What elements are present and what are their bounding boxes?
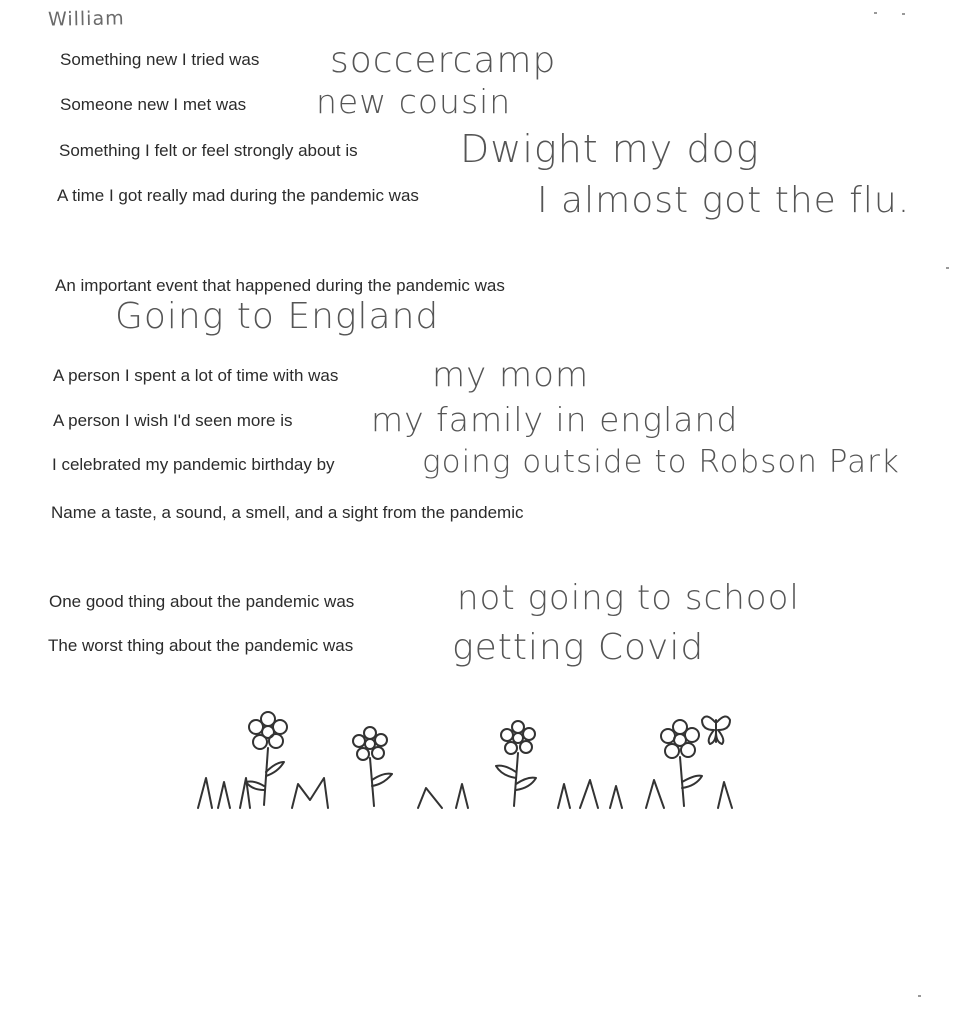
scan-speck — [946, 267, 949, 269]
prompt-important-event: An important event that happened during the pandemic was — [55, 276, 505, 295]
flower-icon — [353, 727, 392, 806]
flower-icon — [246, 712, 287, 805]
scan-speck — [874, 12, 877, 14]
answer-spent-time: my mom — [432, 355, 590, 395]
prompt-worst-thing: The worst thing about the pandemic was — [48, 636, 354, 655]
prompt-birthday: I celebrated my pandemic birthday by — [52, 455, 335, 474]
answer-new-met: new cousin — [316, 82, 512, 121]
prompt-wish-seen: A person I wish I'd seen more is — [53, 411, 293, 430]
student-name: William — [47, 7, 125, 31]
prompt-feel-strongly: Something I felt or feel strongly about is — [59, 141, 358, 160]
scan-speck — [902, 13, 905, 15]
answer-got-mad: I almost got the flu. — [537, 180, 911, 221]
butterfly-icon — [702, 716, 730, 744]
answer-good-thing: not going to school — [457, 578, 800, 618]
answer-feel-strongly: Dwight my dog — [460, 127, 760, 171]
answer-birthday: going outside to Robson Park — [422, 444, 900, 480]
prompt-good-thing: One good thing about the pandemic was — [49, 592, 355, 611]
prompt-spent-time: A person I spent a lot of time with was — [53, 366, 339, 385]
prompt-new-met: Someone new I met was — [60, 95, 247, 114]
prompt-senses: Name a taste, a sound, a smell, and a sight from the pandemic — [51, 503, 524, 522]
grass-icon — [198, 778, 732, 808]
prompt-got-mad: A time I got really mad during the pandemic was — [57, 186, 419, 205]
flower-icon — [496, 721, 536, 806]
flower-icon — [661, 720, 702, 806]
answer-worst-thing: getting Covid — [452, 627, 705, 668]
answer-new-tried: soccercamp — [330, 40, 557, 81]
scan-speck — [918, 995, 921, 997]
answer-wish-seen: my family in england — [371, 400, 739, 439]
prompt-new-tried: Something new I tried was — [60, 50, 260, 69]
flowers-and-grass-doodle — [180, 700, 760, 825]
answer-important-event: Going to England — [115, 296, 440, 337]
